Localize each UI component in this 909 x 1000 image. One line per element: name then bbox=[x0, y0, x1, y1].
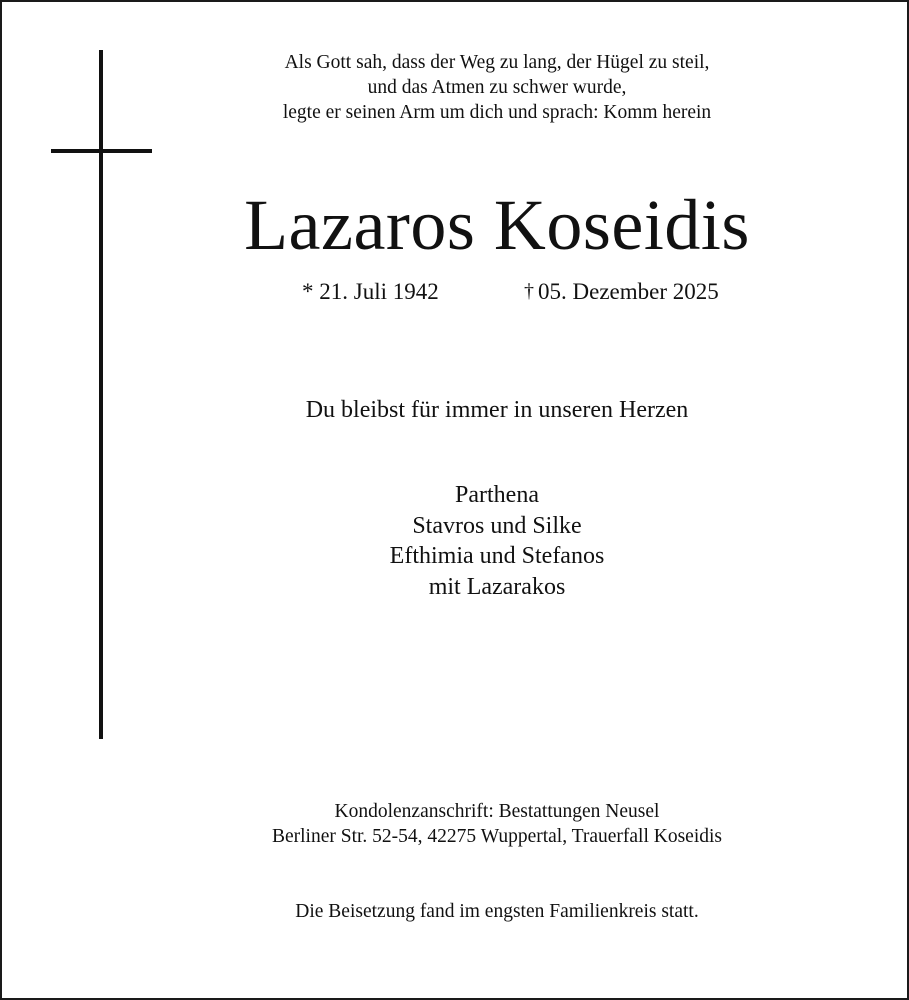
family-list bbox=[192, 480, 802, 602]
condolence-address bbox=[192, 799, 802, 849]
poem bbox=[192, 50, 802, 125]
motto: Du bleibst für immer in unseren Herzen bbox=[305, 397, 689, 423]
death-date-group bbox=[524, 277, 719, 308]
birth-date: 21. Juli 1942 bbox=[319, 279, 439, 304]
family-member: Parthena bbox=[455, 482, 539, 508]
dagger-icon: † bbox=[524, 280, 534, 302]
deceased-name: Lazaros Koseidis bbox=[244, 185, 750, 265]
family-member: Efthimia und Stefanos bbox=[389, 543, 605, 569]
condolence-line: Berliner Str. 52-54, 42275 Wuppertal, Trauerfall Koseidis bbox=[271, 826, 722, 847]
poem-line: und das Atmen zu schwer wurde, bbox=[367, 77, 627, 98]
cross-icon-horizontal-bar bbox=[51, 149, 152, 153]
family-member: mit Lazarakos bbox=[428, 573, 566, 600]
poem-line: legte er seinen Arm um dich und sprach: Komm herein bbox=[282, 102, 712, 123]
condolence-line: Kondolenzanschrift: Bestattungen Neusel bbox=[334, 801, 660, 822]
birth-symbol: * bbox=[302, 279, 314, 304]
family-member: Stavros und Silke bbox=[412, 512, 582, 539]
birth-date-group bbox=[302, 277, 439, 307]
poem-line: Als Gott sah, dass der Weg zu lang, der Hügel zu steil, bbox=[284, 52, 710, 73]
burial-note: Die Beisetzung fand im engsten Familienkreis statt. bbox=[295, 901, 699, 922]
cross-icon-vertical-bar bbox=[99, 50, 103, 739]
death-date: 05. Dezember 2025 bbox=[538, 279, 719, 304]
